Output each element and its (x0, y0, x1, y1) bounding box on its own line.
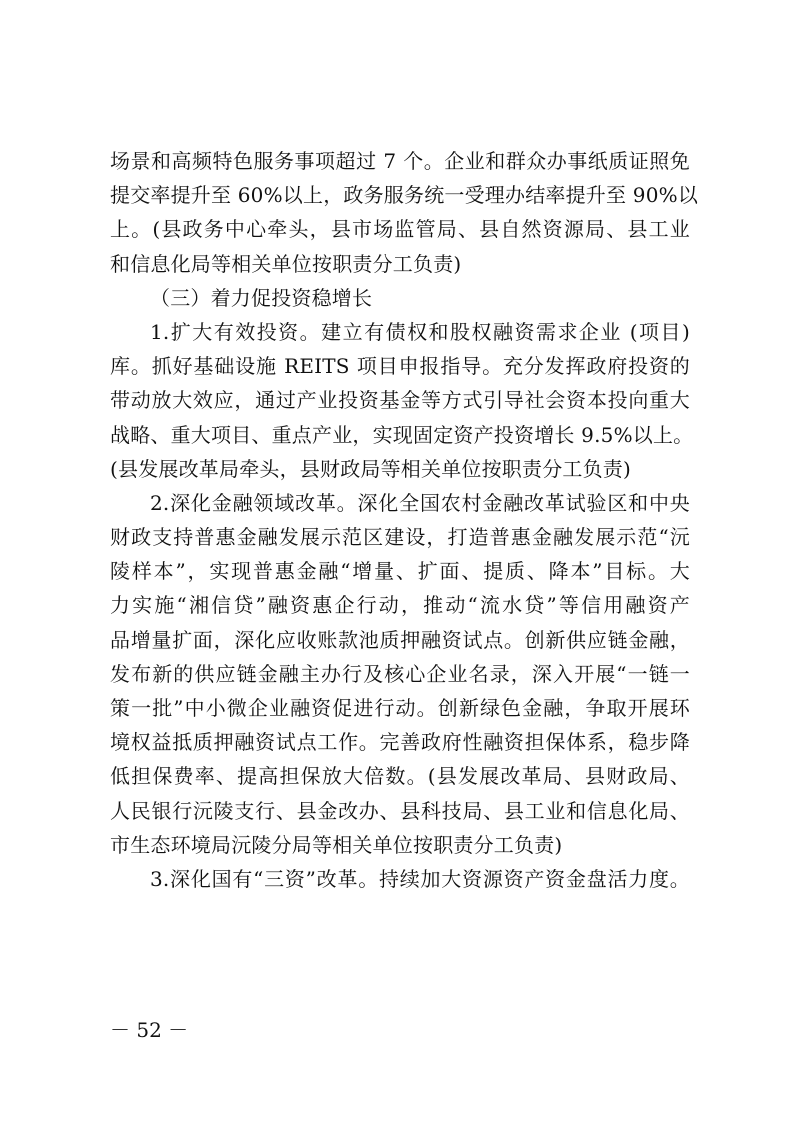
text-line: 力实施“湘信贷”融资惠企行动，推动“流水贷”等信用融资产 (110, 593, 690, 618)
text-line: 和信息化局等相关单位按职责分工负责) (110, 251, 462, 276)
text-line: 财政支持普惠金融发展示范区建设，打造普惠金融发展示范“沅 (110, 525, 690, 550)
section-heading: （三）着力促投资稳增长 (150, 285, 373, 310)
text-line: 场景和高频特色服务事项超过 7 个。企业和群众办事纸质证照免 (110, 149, 690, 173)
text-line: 人民银行沅陵支行、县金改办、县科技局、县工业和信息化局、 (110, 798, 690, 823)
text-line: 陵样本”，实现普惠金融“增量、扩面、提质、降本”目标。大 (110, 559, 690, 584)
text-line: (县发展改革局牵头，县财政局等相关单位按职责分工负责) (110, 456, 632, 481)
text-line: 库。抓好基础设施 REITS 项目申报指导。充分发挥政府投资的 (110, 354, 690, 379)
text-line: 2.深化金融领域改革。深化全国农村金融改革试验区和中央 (150, 490, 690, 515)
body-text (110, 144, 699, 896)
text-line: 3.深化国有“三资”改革。持续加大资源资产资金盘活力度。 (150, 866, 690, 891)
text-line: 品增量扩面，深化应收账款池质押融资试点。创新供应链金融， (110, 627, 690, 652)
text-line: 策一批”中小微企业融资促进行动。创新绿色金融，争取开展环 (110, 696, 690, 720)
text-line: 低担保费率、提高担保放大倍数。(县发展改革局、县财政局、 (110, 764, 690, 789)
text-line: 提交率提升至 60%以上，政务服务统一受理办结率提升至 90%以 (110, 183, 699, 208)
text-line: 发布新的供应链金融主办行及核心企业名录，深入开展“一链一 (110, 661, 690, 686)
text-line: 1.扩大有效投资。建立有债权和股权融资需求企业 (项目) (150, 319, 690, 344)
text-line: 战略、重大项目、重点产业，实现固定资产投资增长 9.5%以上。 (110, 422, 694, 447)
text-line: 带动放大效应，通过产业投资基金等方式引导社会资本投向重大 (110, 388, 690, 413)
page-number: － 52 － (110, 1018, 189, 1042)
text-line: 上。(县政务中心牵头，县市场监管局、县自然资源局、县工业 (110, 217, 690, 242)
text-line: 境权益抵质押融资试点工作。完善政府性融资担保体系，稳步降 (110, 730, 690, 755)
text-line: 市生态环境局沅陵分局等相关单位按职责分工负责) (110, 832, 563, 857)
